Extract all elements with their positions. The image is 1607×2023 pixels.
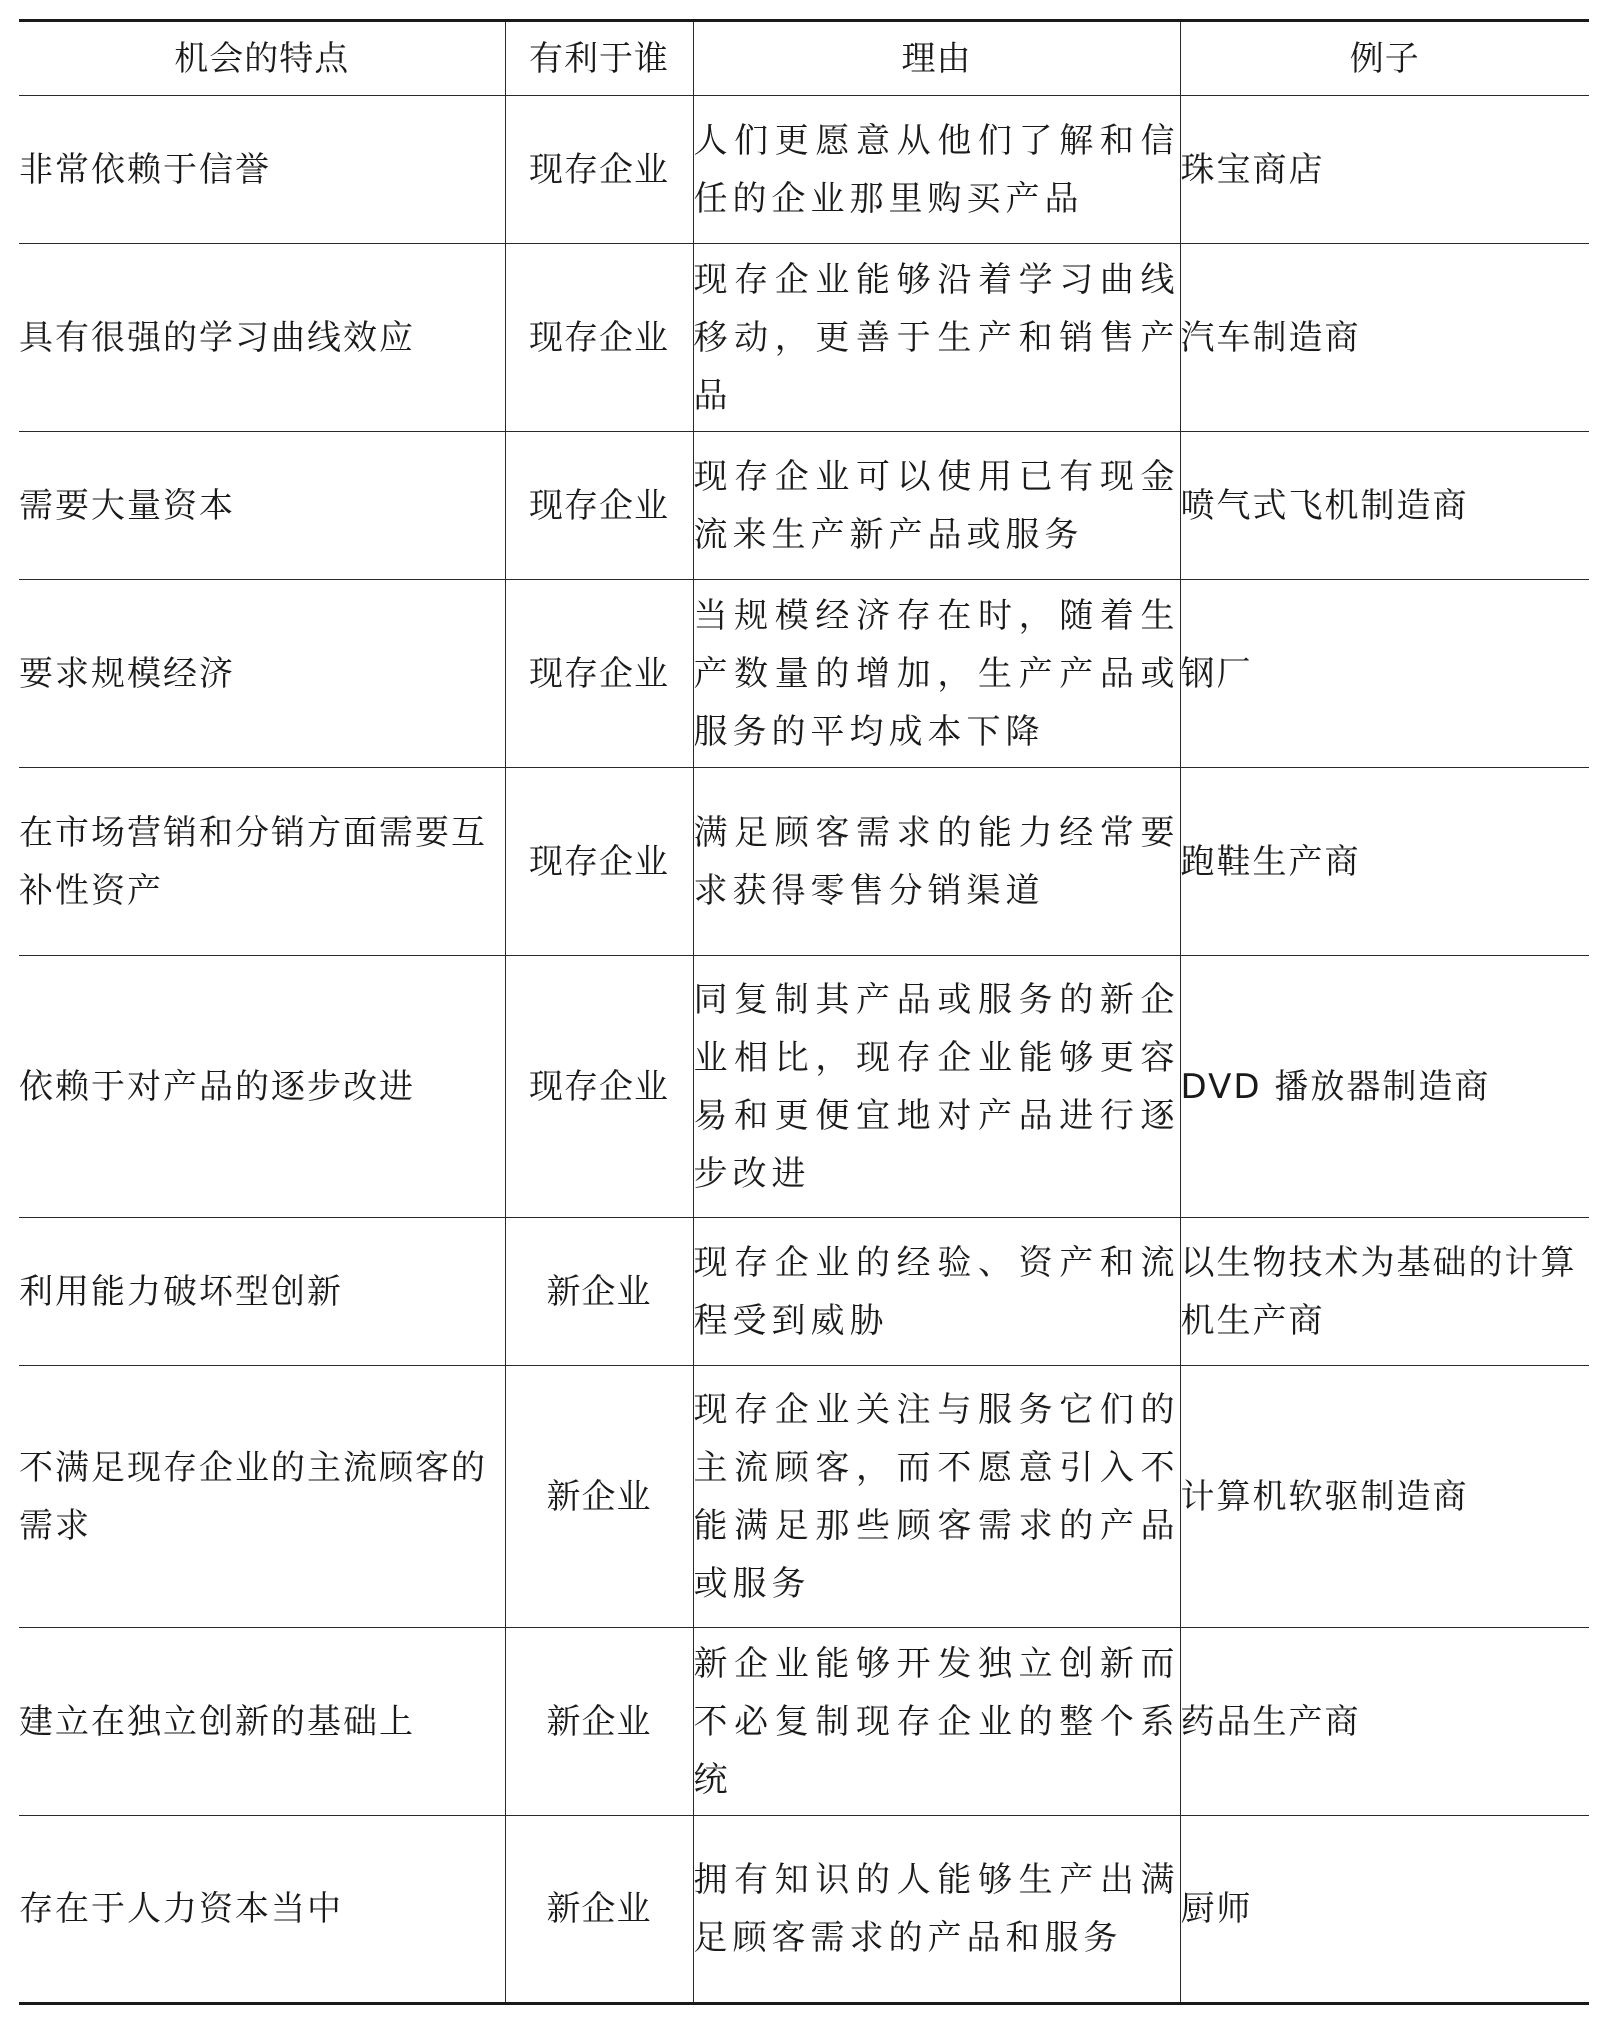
feature-cell: 不满足现存企业的主流顾客的需求 [19,1366,505,1628]
beneficiary-cell: 现存企业 [505,956,693,1218]
header-reason: 理由 [693,21,1180,96]
example-cell: 计算机软驱制造商 [1180,1366,1589,1628]
beneficiary-cell: 现存企业 [505,432,693,580]
beneficiary-cell: 现存企业 [505,768,693,956]
reason-cell: 同复制其产品或服务的新企业相比，现存企业能够更容易和更便宜地对产品进行逐步改进 [693,956,1180,1218]
example-cell: 汽车制造商 [1180,244,1589,432]
header-who: 有利于谁 [505,21,693,96]
beneficiary-cell: 现存企业 [505,96,693,244]
header-feature: 机会的特点 [19,21,505,96]
example-cell: 以生物技术为基础的计算机生产商 [1180,1218,1589,1366]
example-cell: 厨师 [1180,1816,1589,2004]
reason-cell: 现存企业的经验、资产和流程受到威胁 [693,1218,1180,1366]
table-row [19,1218,1589,1366]
table-row [19,1366,1589,1628]
feature-cell: 非常依赖于信誉 [19,96,505,244]
beneficiary-cell: 新企业 [505,1628,693,1816]
table-row [19,96,1589,244]
example-cell: 珠宝商店 [1180,96,1589,244]
example-cell: DVD 播放器制造商 [1180,956,1589,1218]
reason-cell: 现存企业关注与服务它们的主流顾客，而不愿意引入不能满足那些顾客需求的产品或服务 [693,1366,1180,1628]
reason-cell: 拥有知识的人能够生产出满足顾客需求的产品和服务 [693,1816,1180,2004]
table-row [19,768,1589,956]
feature-cell: 需要大量资本 [19,432,505,580]
opportunity-table [19,19,1589,2005]
header-row [19,21,1589,96]
table-header [19,21,1589,96]
feature-cell: 要求规模经济 [19,580,505,768]
reason-cell: 现存企业能够沿着学习曲线移动，更善于生产和销售产品 [693,244,1180,432]
beneficiary-cell: 新企业 [505,1816,693,2004]
feature-cell: 存在于人力资本当中 [19,1816,505,2004]
table-row [19,1628,1589,1816]
reason-cell: 新企业能够开发独立创新而不必复制现存企业的整个系统 [693,1628,1180,1816]
table-row [19,244,1589,432]
table-row [19,432,1589,580]
beneficiary-cell: 现存企业 [505,244,693,432]
reason-cell: 人们更愿意从他们了解和信任的企业那里购买产品 [693,96,1180,244]
reason-cell: 满足顾客需求的能力经常要求获得零售分销渠道 [693,768,1180,956]
beneficiary-cell: 现存企业 [505,580,693,768]
table-body [19,96,1589,2004]
reason-cell: 现存企业可以使用已有现金流来生产新产品或服务 [693,432,1180,580]
beneficiary-cell: 新企业 [505,1218,693,1366]
example-cell: 钢厂 [1180,580,1589,768]
example-cell: 药品生产商 [1180,1628,1589,1816]
example-cell: 跑鞋生产商 [1180,768,1589,956]
header-example: 例子 [1180,21,1589,96]
example-cell: 喷气式飞机制造商 [1180,432,1589,580]
reason-cell: 当规模经济存在时，随着生产数量的增加，生产产品或服务的平均成本下降 [693,580,1180,768]
beneficiary-cell: 新企业 [505,1366,693,1628]
feature-cell: 利用能力破坏型创新 [19,1218,505,1366]
feature-cell: 建立在独立创新的基础上 [19,1628,505,1816]
feature-cell: 具有很强的学习曲线效应 [19,244,505,432]
table-row [19,1816,1589,2004]
feature-cell: 在市场营销和分销方面需要互补性资产 [19,768,505,956]
feature-cell: 依赖于对产品的逐步改进 [19,956,505,1218]
table-row [19,956,1589,1218]
table-row [19,580,1589,768]
